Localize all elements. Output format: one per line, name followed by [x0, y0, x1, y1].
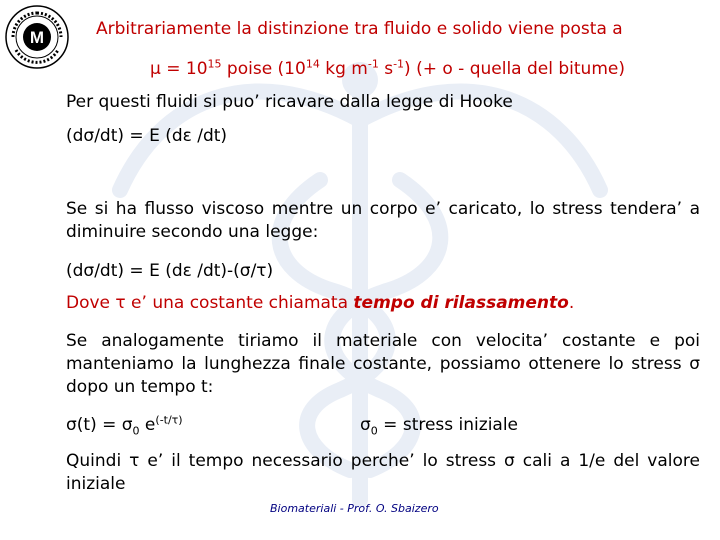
hooke-equation: (dσ/dt) = E (dε /dt) — [66, 126, 228, 146]
tau-definition: Dove τ e’ una costante chiamata tempo di rilassamento. — [66, 293, 575, 313]
hooke-intro: Per questi fluidi si puo’ ricavare dalla legge di Hooke — [66, 92, 513, 112]
viscous-flow-paragraph: Se si ha flusso viscoso mentre un corpo e’ caricato, lo stress tendera’ a diminuire secondo una legge: — [66, 199, 700, 242]
university-seal-icon — [4, 4, 70, 70]
mu-symbol: μ — [150, 59, 161, 79]
stress-decay-formula: $\sigma(t) = \sigma_0$ $e^{(-t/\tau)}$ — [66, 413, 183, 438]
relaxation-time-term: tempo di rilassamento — [353, 293, 569, 313]
stretch-paragraph: Se analogamente tiriamo il materiale con velocita’ costante e poi manteniamo la lunghezza finale costante, possiamo ottenere lo stress σ dopo un tempo t: — [66, 331, 700, 397]
footer-credit: Biomateriali - Prof. O. Sbaizero — [270, 502, 439, 515]
conclusion-paragraph: Quindi τ e’ il tempo necessario perche’ lo stress σ cali a 1/e del valore iniziale — [66, 451, 700, 494]
svg-text:M: M — [29, 28, 45, 47]
title-line-1: Arbitrariamente la distinzione tra fluido e solido viene posta a — [96, 19, 623, 39]
relaxation-equation: (dσ/dt) = E (dε /dt)-(σ/τ) — [66, 261, 274, 281]
title-line-2: $\mu = 10^{15}$ poise ($10^{14}$ kg $m^{-1}$ $s^{-1}$) (+ o - quella del bitume) — [150, 57, 625, 79]
initial-stress-definition: $\sigma_0$ = stress iniziale — [360, 415, 519, 438]
